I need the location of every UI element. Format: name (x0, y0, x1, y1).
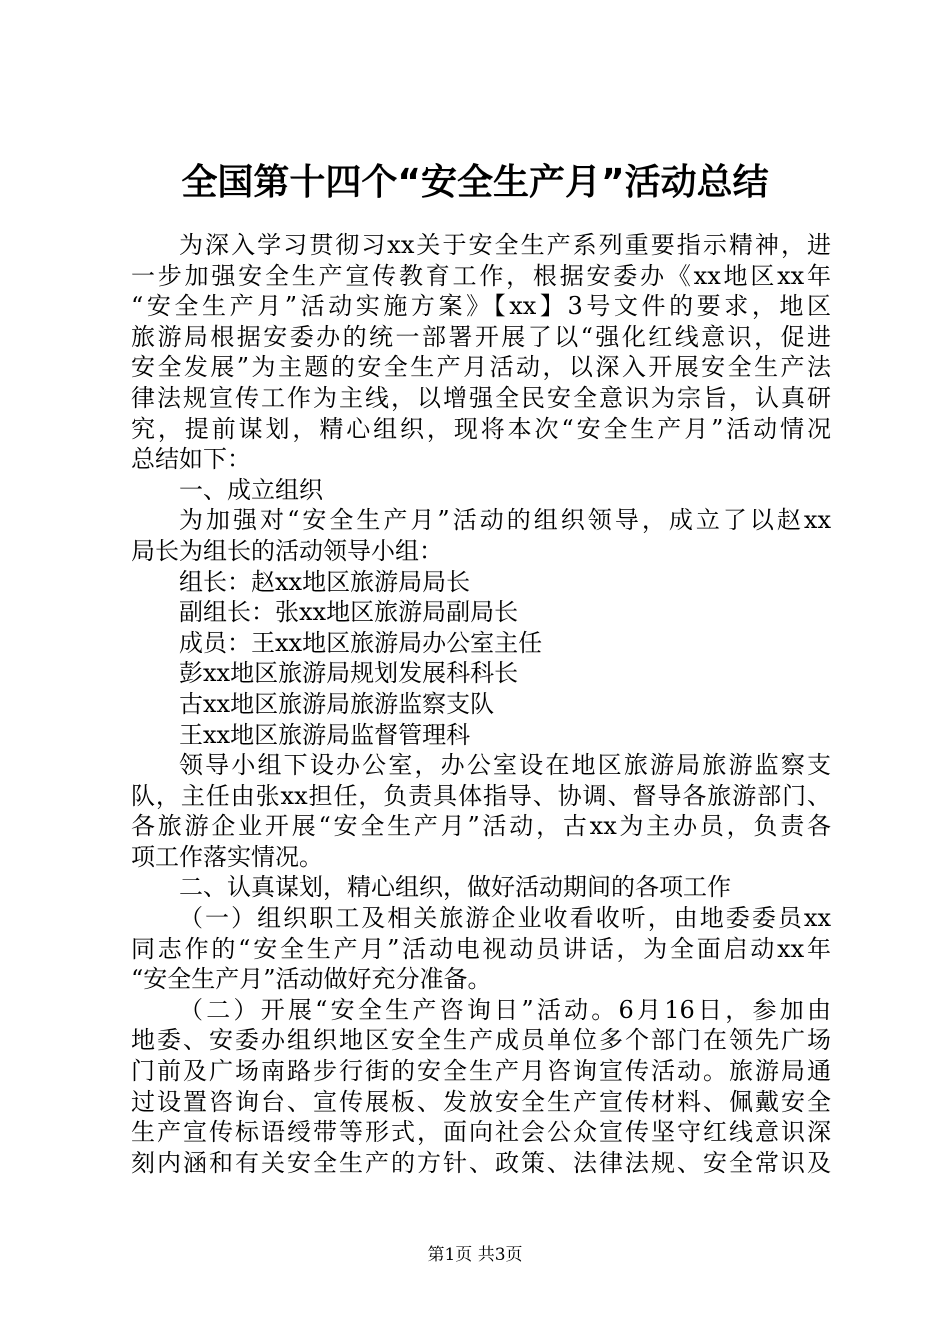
paragraph-line: 为深入学习贯彻习xx关于安全生产系列重要指示精神，进 (179, 231, 831, 259)
paragraph-line: 生产宣传标语绶带等形式，面向社会公众宣传坚守红线意识深 (131, 1118, 831, 1147)
document-title: 全国第十四个“安全生产月”活动总结 (181, 162, 769, 203)
paragraph-line: 一、成立组织 (179, 475, 323, 504)
paragraph-line: （二）开展“安全生产咨询日”活动。6月16日，参加由 (179, 995, 831, 1024)
paragraph-line: 副组长：张xx地区旅游局副局长 (179, 598, 519, 627)
paragraph-line: 队，主任由张xx担任，负责具体指导、协调、督导各旅游部门、 (131, 781, 831, 810)
document-body (131, 230, 831, 1178)
paragraph-line: 究，提前谋划，精心组织，现将本次“安全生产月”活动情况 (131, 414, 831, 443)
paragraph-line: 领导小组下设办公室，办公室设在地区旅游局旅游监察支 (179, 751, 831, 780)
page-footer: 第1页 共3页 (427, 1245, 523, 1265)
paragraph-line: 门前及广场南路步行街的安全生产月咨询宣传活动。旅游局通 (131, 1057, 831, 1086)
paragraph-line: 成员：王xx地区旅游局办公室主任 (179, 628, 543, 657)
paragraph-line: “安全生产月”活动做好充分准备。 (131, 965, 492, 994)
paragraph-line: 彭xx地区旅游局规划发展科科长 (179, 659, 519, 688)
paragraph-line: 各旅游企业开展“安全生产月”活动，古xx为主办员，负责各 (131, 812, 831, 841)
paragraph-line: 地委、安委办组织地区安全生产成员单位多个部门在领先广场 (131, 1026, 831, 1055)
paragraph-line: 过设置咨询台、宣传展板、发放安全生产宣传材料、佩戴安全 (131, 1087, 831, 1116)
paragraph-line: 律法规宣传工作为主线，以增强全民安全意识为宗旨，认真研 (131, 383, 831, 412)
paragraph-line: 项工作落实情况。 (131, 842, 323, 871)
paragraph-line: 二、认真谋划，精心组织，做好活动期间的各项工作 (179, 873, 731, 902)
paragraph-line: 局长为组长的活动领导小组： (131, 536, 443, 565)
paragraph-line: 为加强对“安全生产月”活动的组织领导，成立了以赵xx (179, 506, 831, 535)
paragraph-line: 同志作的“安全生产月”活动电视动员讲话，为全面启动xx年 (131, 934, 831, 963)
paragraph-line: 一步加强安全生产宣传教育工作，根据安委办《xx地区xx年 (131, 261, 831, 290)
paragraph-line: 组长：赵xx地区旅游局局长 (179, 567, 471, 596)
paragraph-line: 刻内涵和有关安全生产的方针、政策、法律法规、安全常识及 (131, 1148, 831, 1177)
paragraph-line: 总结如下： (131, 445, 251, 474)
paragraph-line: 安全发展”为主题的安全生产月活动，以深入开展安全生产法 (131, 353, 831, 382)
paragraph-line: （一）组织职工及相关旅游企业收看收听，由地委委员xx (179, 904, 831, 933)
paragraph-line: 古xx地区旅游局旅游监察支队 (179, 689, 495, 718)
paragraph-line: 王xx地区旅游局监督管理科 (179, 720, 471, 749)
paragraph-line: “安全生产月”活动实施方案》【xx】3号文件的要求，地区 (131, 292, 831, 321)
paragraph-line: 旅游局根据安委办的统一部署开展了以“强化红线意识，促进 (131, 322, 831, 351)
